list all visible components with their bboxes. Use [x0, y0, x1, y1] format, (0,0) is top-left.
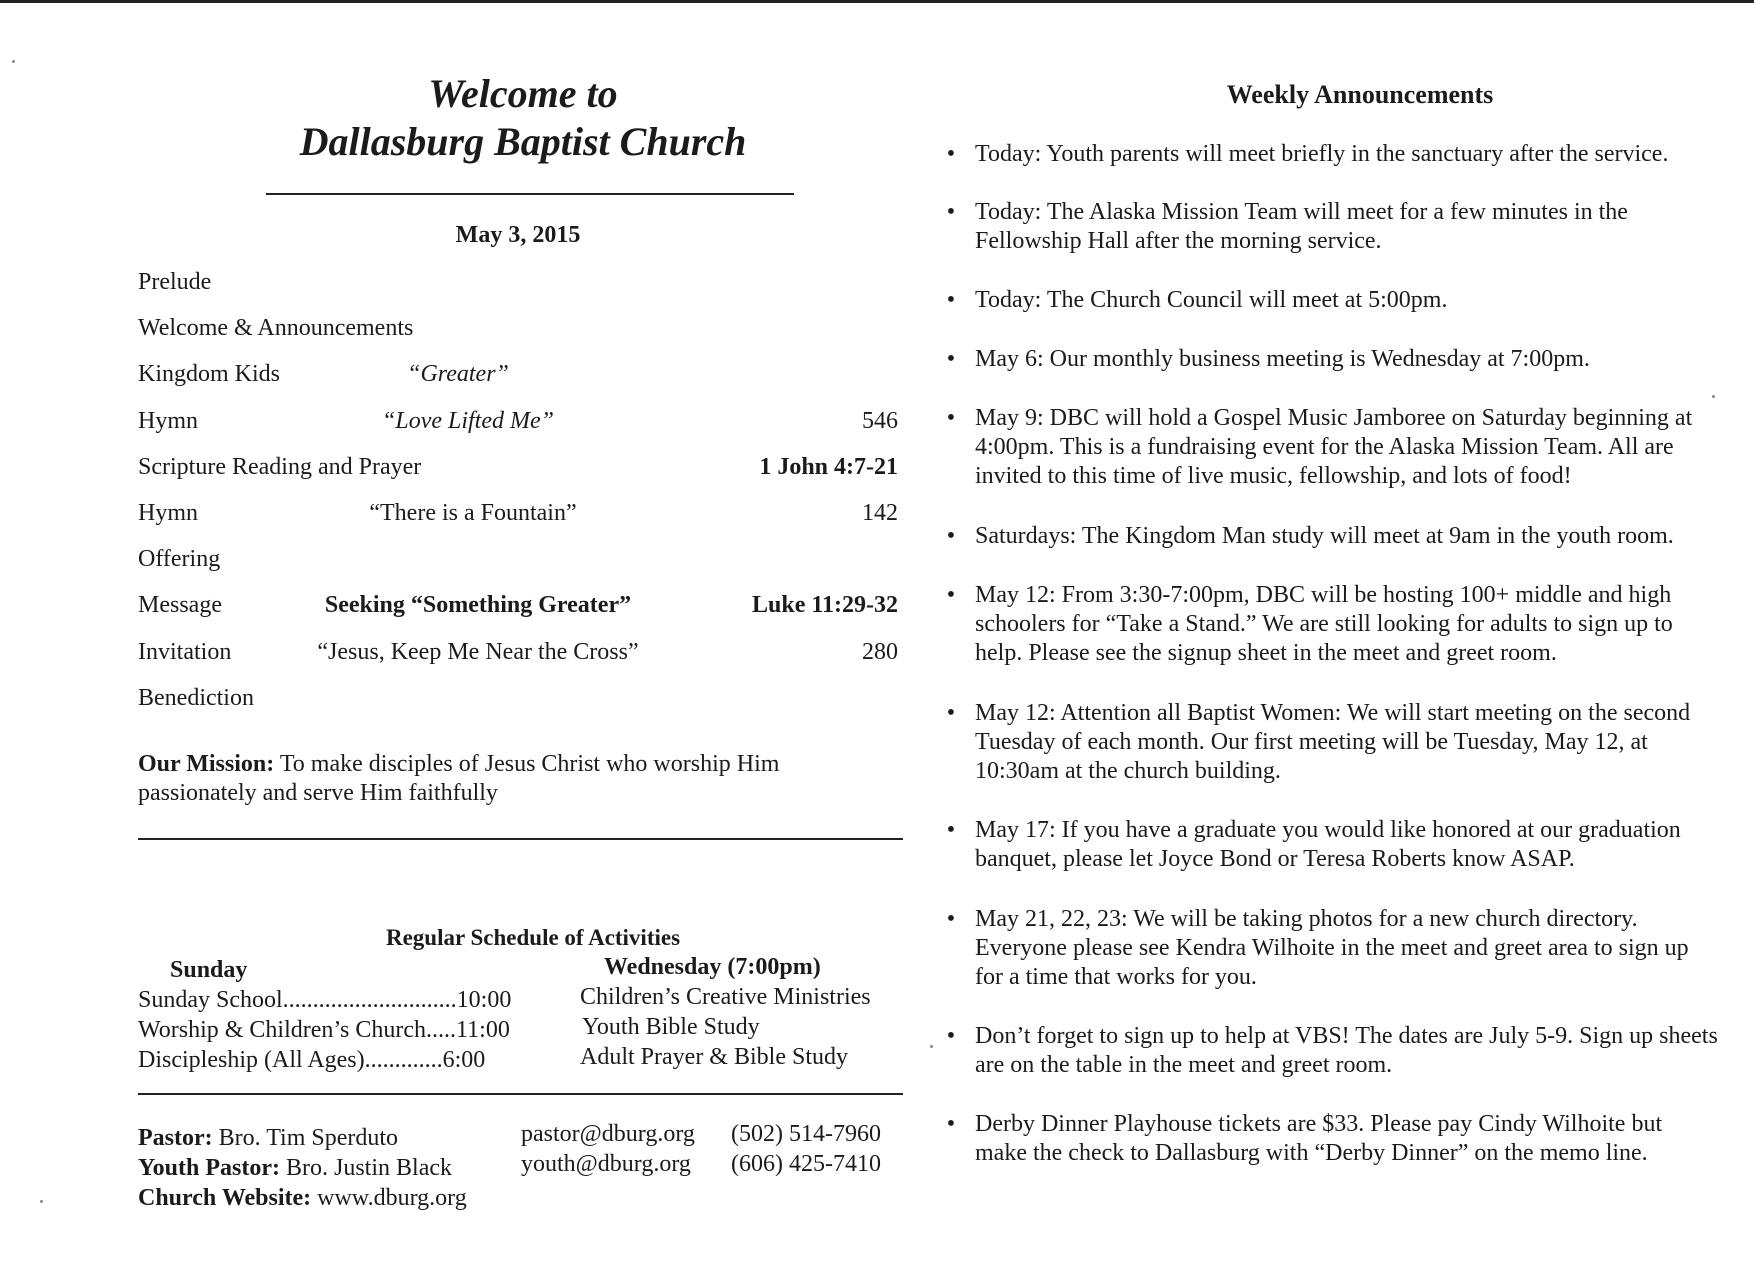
sermon-title: Seeking “Something Greater”: [324, 592, 632, 619]
bulletin-title: [138, 70, 898, 166]
title-line-1: Welcome to: [428, 71, 618, 116]
service-title: “Love Lifted Me”: [382, 407, 554, 434]
service-item: Hymn: [138, 407, 198, 434]
service-row-message: [138, 591, 898, 637]
announcement-text: May 12: Attention all Baptist Women: We will start meeting on the second Tuesday of each month. Our first meeting will be Tuesday, May 12, at 10:30am at the church building.: [975, 700, 1691, 784]
pastor-phone: (502) 514-7960: [731, 1121, 881, 1147]
contact-emails: [521, 1119, 695, 1179]
service-row-kingdom-kids: [138, 360, 898, 406]
bullet-icon: •: [946, 817, 956, 843]
scripture-reference: 1 John 4:7-21: [759, 453, 898, 480]
youth-pastor-label: Youth Pastor:: [138, 1155, 280, 1181]
mission-label: Our Mission:: [138, 751, 275, 777]
service-item: Scripture Reading and Prayer: [138, 453, 422, 480]
announcement-text: May 12: From 3:30-7:00pm, DBC will be hosting 100+ middle and high schoolers for “Take a Stand.” We are still looking for adults to sign up to help. Please see the signup sheet in the meet and greet room.: [975, 582, 1673, 666]
bullet-icon: •: [946, 582, 956, 608]
announcement-text: Today: The Church Council will meet at 5:00pm.: [975, 287, 1448, 313]
announcement-text: Today: The Alaska Mission Team will meet for a few minutes in the Fellowship Hall after the morning service.: [975, 199, 1628, 254]
announcement-text: May 21, 22, 23: We will be taking photos for a new church directory. Everyone please see Kendra Wilhoite in the meet and greet area to sign up for a time that works for you.: [975, 906, 1689, 990]
service-row-invitation: [138, 638, 898, 684]
service-title: “Greater”: [407, 361, 509, 388]
wednesday-item: Children’s Creative Ministries: [580, 984, 871, 1010]
service-item: Prelude: [138, 269, 212, 295]
scan-edge-line: [0, 0, 1754, 3]
youth-email: youth@dburg.org: [521, 1151, 691, 1177]
order-of-service: [138, 268, 898, 730]
bullet-icon: •: [946, 287, 956, 313]
schedule-divider: [138, 1093, 903, 1095]
pastor-line: [138, 1123, 467, 1153]
wednesday-item: Youth Bible Study: [582, 1014, 760, 1040]
hymn-number: 546: [862, 407, 898, 434]
mission-text: To make disciples of Jesus Christ who worship Him passionately and serve Him faithfully: [138, 751, 780, 806]
service-item: Message: [138, 592, 222, 619]
bullet-icon: •: [946, 1023, 956, 1049]
scan-speck: [930, 1045, 933, 1048]
sunday-header: Sunday: [170, 957, 248, 983]
sunday-schedule: [138, 955, 511, 1075]
website-label: Church Website:: [138, 1185, 312, 1211]
service-row-prelude: [138, 268, 898, 314]
announcement-text: Derby Dinner Playhouse tickets are $33. Please pay Cindy Wilhoite but make the check to Dallasburg with “Derby Dinner” on the memo line.: [975, 1111, 1663, 1166]
service-item: Offering: [138, 546, 221, 573]
pastor-name: Bro. Tim Sperduto: [212, 1125, 399, 1151]
bullet-icon: •: [946, 523, 956, 549]
website-line: [138, 1183, 467, 1213]
service-item: Welcome & Announcements: [138, 315, 414, 342]
service-row-welcome: [138, 314, 898, 360]
announcement-text: Today: Youth parents will meet briefly in the sanctuary after the service.: [975, 141, 1669, 167]
announcements-title: Weekly Announcements: [1226, 80, 1494, 109]
bulletin-left-panel: [138, 70, 898, 1211]
wednesday-item: Adult Prayer & Bible Study: [580, 1044, 848, 1070]
pastor-label: Pastor:: [138, 1125, 213, 1151]
wednesday-header: Wednesday (7:00pm): [604, 954, 821, 980]
bullet-icon: •: [946, 141, 956, 167]
mission-statement: [138, 750, 898, 808]
service-row-offering: [138, 545, 898, 591]
announcement-text: Saturdays: The Kingdom Man study will meet at 9am in the youth room.: [975, 523, 1674, 549]
title-line-2: Dallasburg Baptist Church: [299, 119, 747, 164]
title-divider: [266, 193, 794, 195]
schedule-title: Regular Schedule of Activities: [385, 925, 681, 950]
announcement-text: May 17: If you have a graduate you would like honored at our graduation banquet, please let Joyce Bond or Teresa Roberts know ASAP.: [975, 817, 1681, 872]
contact-phones: [731, 1119, 881, 1179]
scan-speck: [40, 1200, 43, 1203]
mission-divider: [138, 838, 903, 840]
youth-phone: (606) 425-7410: [731, 1151, 881, 1177]
bullet-icon: •: [946, 199, 956, 225]
website-url: www.dburg.org: [311, 1185, 467, 1211]
sunday-item: Worship & Children’s Church.....11:00: [138, 1017, 510, 1043]
bullet-icon: •: [946, 906, 956, 932]
bullet-icon: •: [946, 1111, 956, 1137]
announcement-text: May 9: DBC will hold a Gospel Music Jamboree on Saturday beginning at 4:00pm. This is a fundraising event for the Alaska Mission Team. All are invited to this time of live music, fellowship, and lots of food!: [975, 405, 1693, 489]
contact-names: [138, 1123, 467, 1213]
sunday-item: Sunday School.............................10:00: [138, 987, 512, 1013]
announcement-text: May 6: Our monthly business meeting is Wednesday at 7:00pm.: [975, 346, 1590, 372]
hymn-number: 280: [862, 638, 898, 665]
service-row-scripture: [138, 453, 898, 499]
hymn-number: 142: [862, 499, 898, 526]
scan-speck: [12, 60, 15, 63]
announcement-text: Don’t forget to sign up to help at VBS! The dates are July 5-9. Sign up sheets are on the table in the meet and greet room.: [975, 1023, 1718, 1078]
service-item: Kingdom Kids: [138, 361, 281, 388]
scan-speck: [1712, 395, 1715, 398]
service-row-benediction: [138, 684, 898, 730]
service-title: “Jesus, Keep Me Near the Cross”: [317, 638, 639, 665]
service-item: Benediction: [138, 684, 254, 711]
service-date: May 3, 2015: [455, 222, 581, 248]
service-title: “There is a Fountain”: [369, 499, 577, 526]
bullet-icon: •: [946, 405, 956, 431]
sunday-item: Discipleship (All Ages).............6:00: [138, 1047, 486, 1073]
scripture-reference: Luke 11:29-32: [751, 592, 898, 619]
service-item: Invitation: [138, 638, 232, 665]
service-row-hymn-2: [138, 499, 898, 545]
youth-pastor-name: Bro. Justin Black: [280, 1155, 452, 1181]
bullet-icon: •: [946, 346, 956, 372]
bullet-icon: •: [946, 700, 956, 726]
pastor-email: pastor@dburg.org: [521, 1121, 695, 1147]
service-item: Hymn: [138, 499, 198, 526]
wednesday-schedule: [580, 952, 871, 1072]
service-row-hymn-1: [138, 407, 898, 453]
youth-pastor-line: [138, 1153, 467, 1183]
